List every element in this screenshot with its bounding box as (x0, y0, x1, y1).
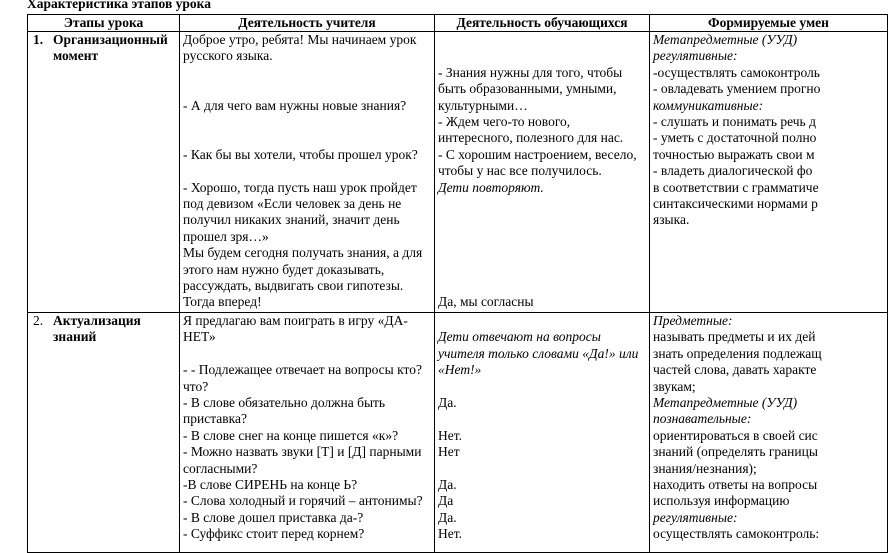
text-line: Да (438, 493, 454, 509)
text-line: знания/незнания); (653, 460, 757, 476)
text-line: учителя только словами «Да!» или (438, 345, 639, 361)
text-line: Да. (438, 477, 457, 492)
teacher-activity-cell (180, 313, 435, 553)
text-line: осуществлять самоконтроль: (653, 526, 820, 542)
student-activity-cell (435, 313, 650, 553)
text-line: коммуникативные: (653, 97, 764, 113)
text-line: используя информацию (653, 493, 790, 509)
text-line: Дети повторяют. (438, 179, 544, 195)
text-line: знать определения подлежащ (653, 345, 822, 361)
text-line: - С хорошим настроением, весело, (438, 146, 637, 162)
skills-cell (650, 32, 888, 313)
text-line: звукам; (653, 378, 696, 394)
header-skills: Формируемые умен (650, 15, 888, 32)
text-line: чтобы у нас все получилось. (438, 163, 602, 179)
text-line: приставка? (183, 411, 247, 427)
text-line: Нет. (438, 526, 463, 542)
stage-cell (28, 32, 180, 313)
text-line: - Слова холодный и горячий – антонимы? (183, 493, 423, 509)
text-line: Я предлагаю вам поиграть в игру «ДА- (183, 313, 408, 328)
text-line: под девизом «Если человек за день не (183, 195, 402, 211)
lesson-stages-table (27, 14, 888, 553)
text-line: Предметные: (653, 313, 733, 328)
stage-name-line: Актуализация (53, 313, 141, 328)
text-line: Тогда вперед! (183, 294, 262, 310)
text-line: - В слове дошел приставка да-? (183, 509, 364, 525)
header-stages: Этапы урока (28, 15, 180, 32)
header-teacher-activity: Деятельность учителя (180, 15, 435, 32)
text-line: точностью выражать свои м (653, 146, 815, 162)
text-line: получил никаких знаний, значит день (183, 212, 400, 228)
header-student-activity: Деятельность обучающихся (435, 15, 650, 32)
text-line: Доброе утро, ребята! Мы начинаем урок (183, 32, 417, 47)
table-caption: Характеристика этапов урока (27, 0, 211, 11)
text-line: этого нам нужно будет доказывать, (183, 261, 385, 277)
table-header-row (28, 15, 888, 32)
text-line: - Можно назвать звуки [Т] и [Д] парными (183, 444, 422, 460)
text-line: знаний (определять границы (653, 444, 818, 460)
stage-name-line: Организационный (53, 32, 168, 47)
text-line: прошел зря…» (183, 228, 269, 244)
text-line: - В слове обязательно должна быть (183, 395, 386, 411)
text-line: Да. (438, 395, 457, 410)
text-line: «Нет!» (438, 362, 482, 378)
skills-cell (650, 313, 888, 553)
text-line: - Знания нужны для того, чтобы (438, 64, 623, 80)
text-line: Дети отвечают на вопросы (438, 329, 601, 345)
text-line: Да, мы согласны (438, 294, 534, 310)
table-row (28, 32, 888, 313)
text-line: интересного, полезного для нас. (438, 130, 624, 146)
text-line: - слушать и понимать речь д (653, 114, 816, 130)
text-line: - уметь с достаточной полно (653, 130, 817, 146)
text-line: частей слова, давать характе (653, 362, 817, 378)
stage-name-line: момент (53, 48, 99, 64)
text-line: - Ждем чего-то нового, (438, 114, 571, 129)
stage-number: 2. (33, 313, 44, 328)
text-line: - овладевать умением прогно (653, 81, 821, 97)
text-line: НЕТ» (183, 329, 216, 345)
text-line: -осуществлять самоконтроль (653, 64, 820, 80)
text-line: что? (183, 378, 209, 394)
text-line: согласными? (183, 460, 258, 476)
text-line: - В слове снег на конце пишется «к»? (183, 427, 399, 443)
text-line: языка. (653, 212, 690, 228)
text-line: рассуждать, выдвигать свои гипотезы. (183, 278, 404, 294)
student-activity-cell (435, 32, 650, 313)
text-line: называть предметы и их дей (653, 329, 816, 345)
text-line: русского языка. (183, 48, 273, 64)
text-line: - - Подлежащее отвечает на вопросы кто? (183, 362, 422, 378)
text-line: Метапредметные (УУД) (653, 395, 798, 411)
text-line: культурными… (438, 97, 528, 113)
text-line: Мы будем сегодня получать знания, а для (183, 245, 423, 261)
text-line: Нет (438, 444, 460, 460)
text-line: - Суффикс стоит перед корнем? (183, 526, 365, 542)
text-line: познавательные: (653, 411, 752, 427)
teacher-activity-cell (180, 32, 435, 313)
stage-cell (28, 313, 180, 553)
text-line: в соответствии с грамматиче (653, 179, 819, 195)
stage-number: 1. (33, 32, 44, 47)
text-line: регулятивные: (653, 48, 738, 64)
text-line: Метапредметные (УУД) (653, 32, 798, 47)
text-line: - Как бы вы хотели, чтобы прошел урок? (183, 146, 418, 162)
text-line: синтаксическими нормами р (653, 196, 818, 212)
text-line: находить ответы на вопросы (653, 477, 818, 493)
stage-name-line: знаний (53, 329, 97, 345)
text-line: регулятивные: (653, 509, 738, 525)
text-line: ориентироваться в своей сис (653, 427, 818, 443)
text-line: быть образованными, умными, (438, 81, 617, 97)
text-line: - А для чего вам нужны новые знания? (183, 97, 407, 113)
text-line: Нет. (438, 427, 463, 443)
text-line: - Хорошо, тогда пусть наш урок пройдет (183, 179, 417, 195)
text-line: -В слове СИРЕНЬ на конце Ь? (183, 477, 358, 493)
table-row (28, 313, 888, 553)
text-line: Да. (438, 509, 457, 525)
text-line: - владеть диалогической фо (653, 163, 813, 179)
